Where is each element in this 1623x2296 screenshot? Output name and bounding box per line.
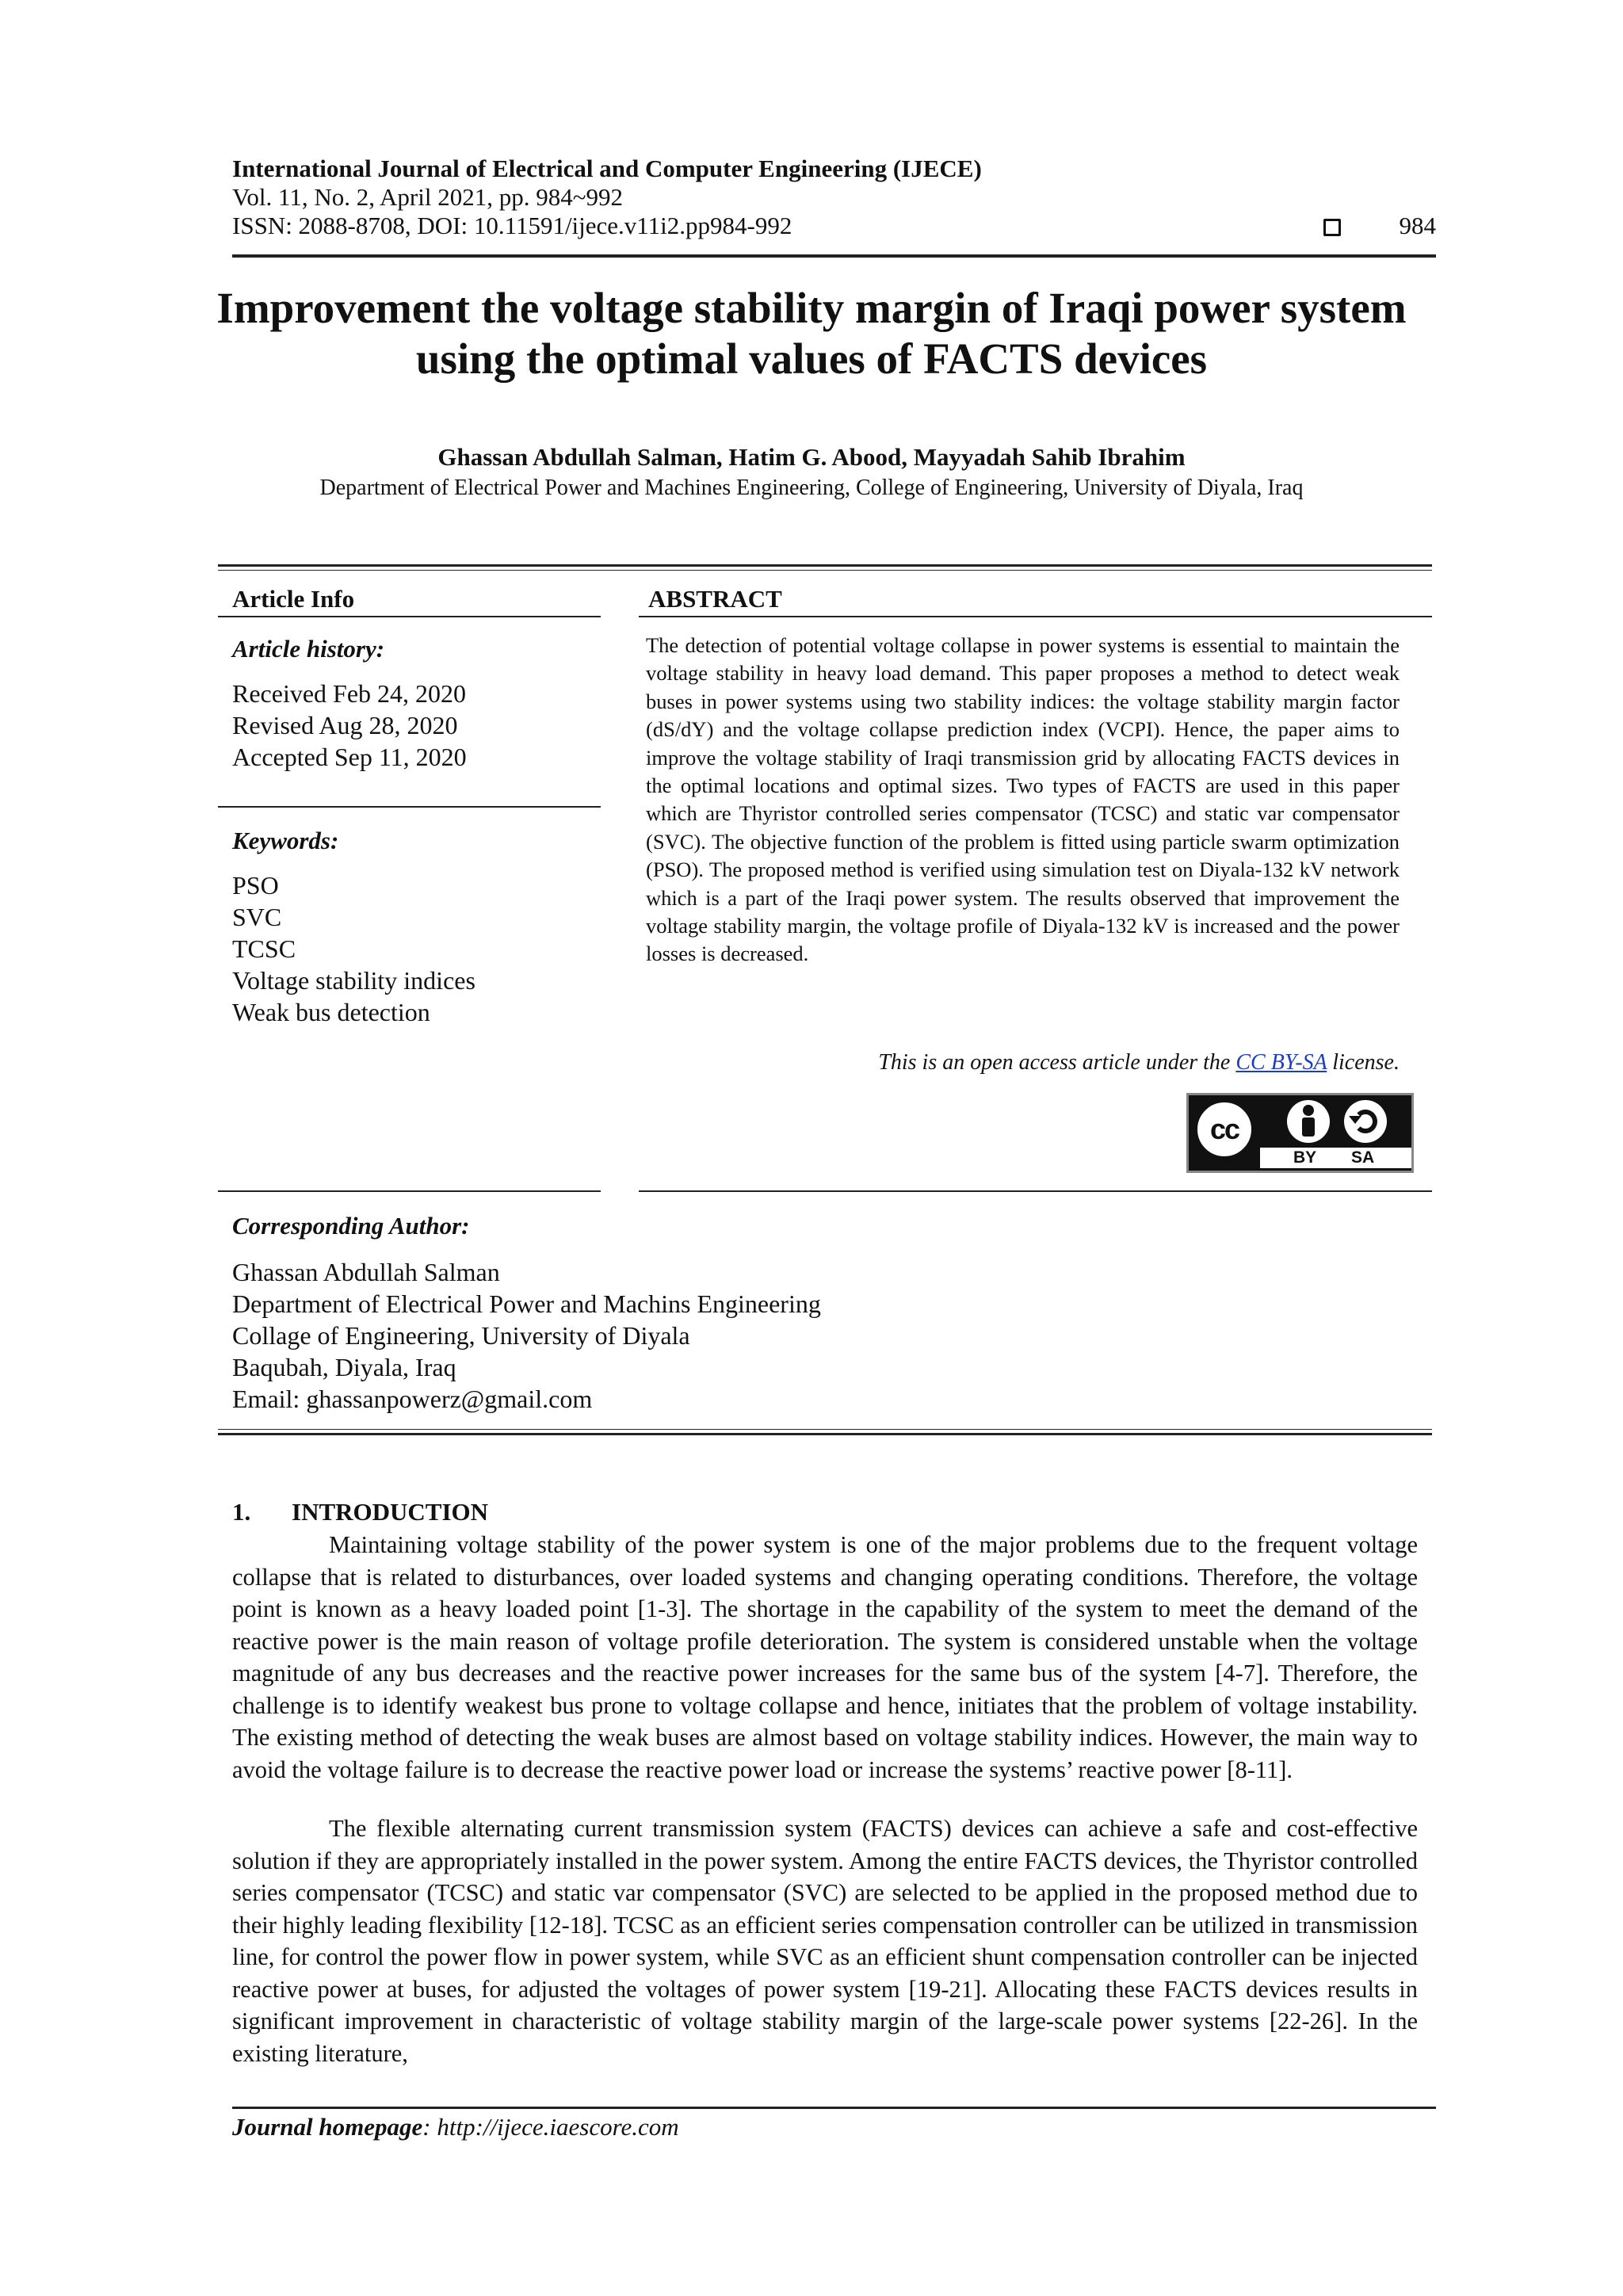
keyword-item: TCSC [232,934,296,963]
keyword-item: SVC [232,903,282,931]
corresponding-city: Baqubah, Diyala, Iraq [232,1353,456,1381]
footer-label: Journal homepage [232,2113,423,2141]
badge-sa-label: SA [1351,1148,1375,1167]
keyword-item: Weak bus detection [232,998,430,1026]
article-info-heading: Article Info [232,585,355,613]
license-line [646,1050,1400,1075]
keywords-bottom-rule [218,1190,601,1192]
square-icon [1323,219,1341,236]
footer-rule [232,2107,1436,2109]
intro-paragraph-1: Maintaining voltage stability of the power system is one of the major problems due to the frequent voltage collapse that is related to disturbances, over loaded systems and changing operating conditions. Therefore, the voltage point is known as a heavy loaded point [1-3]. The shortage in the capability of the system to meet the demand of the reactive power is the main reason of voltage profile deterioration. The system is considered unstable when the voltage magnitude of any bus decreases and the reactive power increases for the same bus of the system [4-7]. Therefore, the challenge is to identify weakest bus prone to voltage collapse and hence, initiates that the problem of voltage instability. The existing method of detecting the weak buses are almost based on voltage stability indices. However, the main way to avoid the voltage failure is to decrease the reactive power load or increase the systems’ reactive power [8-11]. [232,1531,1418,1783]
history-heading: Article history: [232,635,385,663]
person-icon [1287,1100,1330,1143]
header-rule [232,254,1436,258]
info-top-rule-thin [218,570,1432,571]
journal-name: International Journal of Electrical and Computer Engineering (IJECE) [232,155,982,182]
section-number: 1. [232,1498,251,1526]
corresponding-name: Ghassan Abdullah Salman [232,1258,500,1286]
corresponding-email: Email: ghassanpowerz@gmail.com [232,1385,593,1413]
cc-icon [1193,1098,1255,1160]
paper-title-line-2: using the optimal values of FACTS devices [415,334,1208,383]
cc-icon-label: cc [1209,1113,1239,1145]
license-link[interactable]: CC BY-SA [1235,1050,1327,1075]
cc-by-sa-badge[interactable] [1186,1093,1414,1173]
abstract-heading: ABSTRACT [648,585,782,613]
keyword-item: PSO [232,871,279,900]
revised-date: Revised Aug 28, 2020 [232,711,458,739]
article-info-rule [218,616,601,617]
corresponding-dept: Department of Electrical Power and Machins Engineering [232,1289,821,1318]
authors: Ghassan Abdullah Salman, Hatim G. Abood, Mayyadah Sahib Ibrahim [437,443,1186,471]
info-bottom-rule-thin [218,1429,1432,1430]
keyword-item: Voltage stability indices [232,966,475,995]
corresponding-college: Collage of Engineering, University of Diyala [232,1321,690,1350]
received-date: Received Feb 24, 2020 [232,679,467,708]
paper-title-line-1: Improvement the voltage stability margin of Iraqi power system [216,284,1407,332]
abstract-bottom-rule [639,1190,1432,1192]
section-title: INTRODUCTION [292,1498,489,1526]
badge-by-label: BY [1293,1148,1317,1167]
corresponding-heading: Corresponding Author: [232,1212,470,1240]
journal-volume: Vol. 11, No. 2, April 2021, pp. 984~992 [232,183,623,211]
journal-issn: ISSN: 2088-8708, DOI: 10.11591/ijece.v11i2.pp984-992 [232,212,792,239]
license-suffix: license. [1327,1050,1400,1075]
intro-paragraph-2: The flexible alternating current transmission system (FACTS) devices can achieve a safe and cost-effective solution if they are appropriately installed in the power system. Among the entire FACTS devices, the Thyristor controlled series compensator (TCSC) and static var compensator (SVC) are selected to be applied in the proposed method due to their highly leading flexibility [12-18]. TCSC as an efficient series compensation controller can be utilized in transmission line, for control the power flow in power system, while SVC as an efficient shunt compensation controller can be injected reactive power at buses, for adjusted the voltages of power system [19-21]. Allocating these FACTS devices results in significant improvement in characteristic of voltage stability margin of the large-scale power systems [22-26]. In the existing literature, [232,1815,1418,2067]
badge-label-strip [1260,1148,1411,1168]
affiliation: Department of Electrical Power and Machines Engineering, College of Engineering, University of Diyala, Iraq [319,476,1304,500]
info-top-rule [218,564,1432,567]
info-bottom-rule [218,1433,1432,1435]
accepted-date: Accepted Sep 11, 2020 [232,743,467,771]
keywords-heading: Keywords: [232,827,339,854]
page-number: 984 [1399,212,1436,239]
share-alike-icon [1344,1100,1387,1143]
abstract-text: The detection of potential voltage collapse in power systems is essential to maintain the voltage stability in heavy load demand. This paper proposes a method to detect weak buses in power systems using two stability indices: the voltage stability margin factor (dS/dY) and the voltage collapse prediction index (VCPI). Hence, the paper aims to improve the voltage stability of Iraqi transmission grid by allocating FACTS devices in the optimal locations and optimal sizes. Two types of FACTS are used in this paper which are Thyristor controlled series compensator (TCSC) and static var compensator (SVC). The objective function of the problem is fitted using particle swarm optimization (PSO). The proposed method is verified using simulation test on Diyala-132 kV network which is a part of the Iraqi power system. The results observed that improvement the voltage stability margin, the voltage profile of Diyala-132 kV is increased and the power losses is decreased. [646,633,1400,966]
footer-url[interactable]: : http://ijece.iaescore.com [422,2113,679,2141]
footer-homepage [232,2113,679,2141]
history-rule [218,806,601,808]
license-prefix: This is an open access article under the [878,1050,1236,1075]
abstract-rule [639,616,1432,617]
